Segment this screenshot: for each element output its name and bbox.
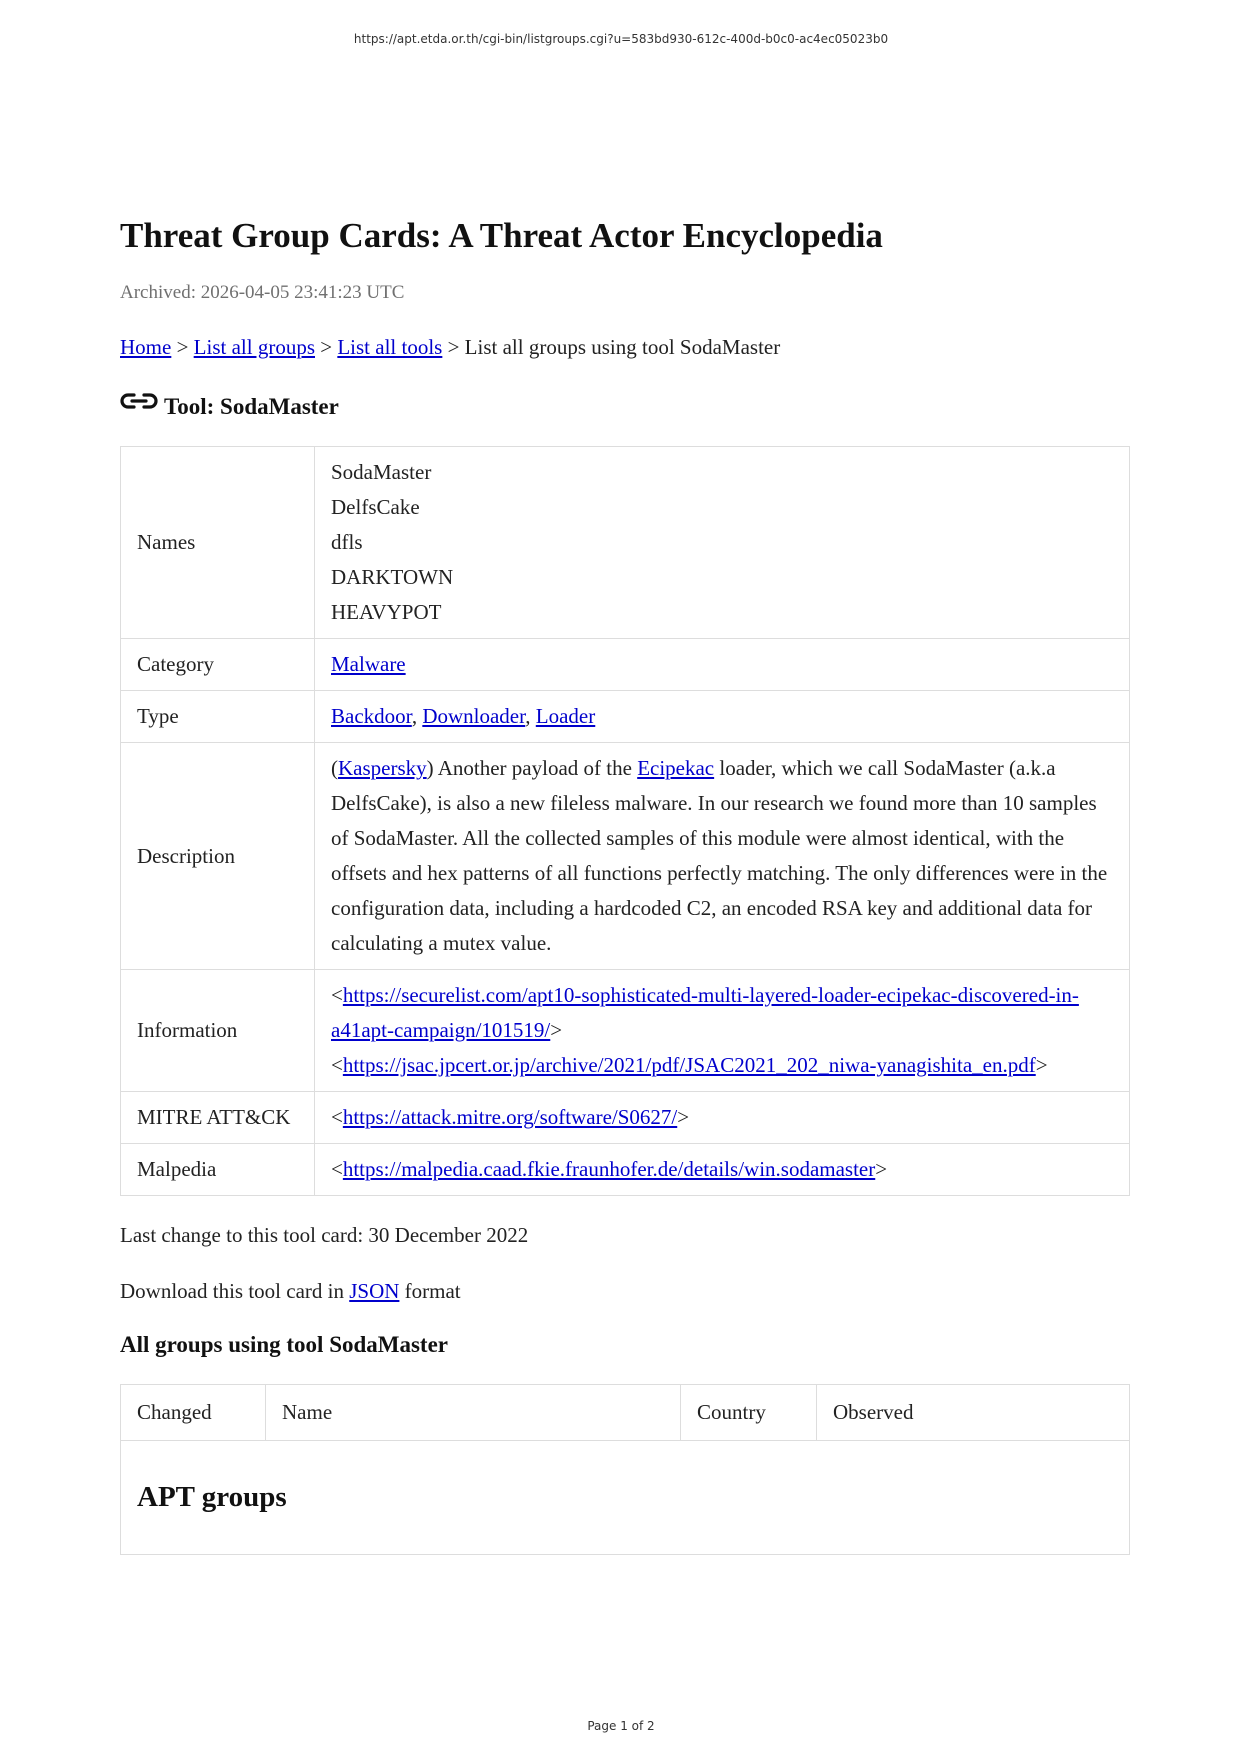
- information-row: [121, 970, 1130, 1092]
- tool-name: HEAVYPOT: [331, 600, 442, 624]
- apt-groups-section: [121, 1441, 1130, 1555]
- malpedia-value: [315, 1144, 1130, 1196]
- print-url: https://apt.etda.or.th/cgi-bin/listgroups.cgi?u=583bd930-612c-400d-b0c0-ac4ec05023b0: [353, 32, 889, 46]
- angle-close: >: [1035, 1053, 1048, 1077]
- malpedia-link[interactable]: https://malpedia.caad.fkie.fraunhofer.de/details/win.sodamaster: [342, 1157, 876, 1181]
- description-label: Description: [121, 743, 315, 970]
- jpcert-link[interactable]: https://jsac.jpcert.or.jp/archive/2021/pdf/JSAC2021_202_niwa-yanagishita_en.pdf: [342, 1053, 1036, 1077]
- tool-info-table: [120, 446, 1130, 1196]
- information-value: [315, 970, 1130, 1092]
- type-value: [315, 691, 1130, 743]
- description-text: ) Another payload of the: [426, 756, 638, 780]
- category-value: [315, 639, 1130, 691]
- page-title: Threat Group Cards: A Threat Actor Encyclopedia: [120, 216, 883, 255]
- breadcrumb-list-tools-link[interactable]: List all tools: [337, 335, 443, 359]
- archived-timestamp: Archived: 2026-04-05 23:41:23 UTC: [120, 282, 405, 303]
- ecipekac-link[interactable]: Ecipekac: [637, 756, 715, 780]
- mitre-label: MITRE ATT&CK: [121, 1092, 315, 1144]
- groups-header-row: [121, 1385, 1130, 1441]
- category-malware-link[interactable]: Malware: [331, 652, 406, 676]
- type-separator: ,: [411, 704, 423, 728]
- mitre-row: [121, 1092, 1130, 1144]
- groups-table: [120, 1384, 1130, 1555]
- names-row: [121, 447, 1130, 639]
- page-content: [120, 212, 1130, 1555]
- information-entry: [331, 1048, 1113, 1083]
- mitre-link[interactable]: https://attack.mitre.org/software/S0627/: [342, 1105, 678, 1129]
- type-backdoor-link[interactable]: Backdoor: [331, 704, 412, 728]
- breadcrumb: [120, 332, 1130, 362]
- breadcrumb-home-link[interactable]: Home: [120, 335, 172, 359]
- apt-groups-heading: APT groups: [137, 1481, 287, 1513]
- type-label: Type: [121, 691, 315, 743]
- angle-close: >: [875, 1157, 888, 1181]
- type-separator: ,: [525, 704, 536, 728]
- type-row: [121, 691, 1130, 743]
- names-label: Names: [121, 447, 315, 639]
- breadcrumb-current: > List all groups using tool SodaMaster: [442, 335, 781, 359]
- tool-name: DARKTOWN: [331, 565, 454, 589]
- description-value: [315, 743, 1130, 970]
- tool-heading-text: Tool: SodaMaster: [164, 394, 339, 419]
- link-icon: [120, 386, 158, 416]
- category-row: [121, 639, 1130, 691]
- tool-name: DelfsCake: [331, 495, 420, 519]
- page-number: Page 1 of 2: [587, 1719, 655, 1733]
- column-header-name[interactable]: Name: [266, 1385, 681, 1441]
- malpedia-label: Malpedia: [121, 1144, 315, 1196]
- angle-open: <: [331, 983, 343, 1007]
- angle-open: <: [331, 1053, 343, 1077]
- tool-heading: [120, 392, 1130, 422]
- download-prefix: Download this tool card in: [120, 1279, 350, 1303]
- description-open-paren: (: [331, 756, 338, 780]
- column-header-changed[interactable]: Changed: [121, 1385, 266, 1441]
- breadcrumb-list-groups-link[interactable]: List all groups: [193, 335, 315, 359]
- angle-close: >: [677, 1105, 690, 1129]
- angle-open: <: [331, 1105, 343, 1129]
- angle-open: <: [331, 1157, 343, 1181]
- kaspersky-link[interactable]: Kaspersky: [338, 756, 427, 780]
- type-downloader-link[interactable]: Downloader: [422, 704, 526, 728]
- download-suffix: format: [399, 1279, 461, 1303]
- last-change-text: Last change to this tool card: 30 December 2022: [120, 1223, 529, 1247]
- description-text: loader, which we call SodaMaster (a.k.a DelfsCake), is also a new fileless malware. In our research we found more than 10 samples of SodaMaster. All the collected samples of this module were almost identical, with the offsets and hex patterns of all functions perfectly matching. The only differences were in the configuration data, including a hardcoded C2, an encoded RSA key and additional data for calculating a mutex value.: [331, 756, 1108, 955]
- column-header-country[interactable]: Country: [681, 1385, 817, 1441]
- tool-card-meta: [120, 1218, 1130, 1308]
- malpedia-row: [121, 1144, 1130, 1196]
- json-download-link[interactable]: JSON: [349, 1279, 400, 1303]
- download-line: [120, 1274, 1130, 1308]
- information-label: Information: [121, 970, 315, 1092]
- groups-heading: All groups using tool SodaMaster: [120, 1332, 449, 1357]
- apt-groups-section-row: [121, 1441, 1130, 1555]
- tool-name: SodaMaster: [331, 460, 432, 484]
- category-label: Category: [121, 639, 315, 691]
- type-loader-link[interactable]: Loader: [535, 704, 596, 728]
- information-entry: [331, 978, 1113, 1048]
- angle-close: >: [550, 1018, 563, 1042]
- mitre-value: [315, 1092, 1130, 1144]
- breadcrumb-separator: >: [171, 335, 194, 359]
- breadcrumb-separator: >: [315, 335, 338, 359]
- column-header-observed[interactable]: Observed: [817, 1385, 1130, 1441]
- tool-name: dfls: [331, 530, 363, 554]
- names-value: [315, 447, 1130, 639]
- description-row: [121, 743, 1130, 970]
- securelist-link[interactable]: https://securelist.com/apt10-sophisticated-multi-layered-loader-ecipekac-discovered-in-a41apt-campaign/101519/: [331, 983, 1079, 1042]
